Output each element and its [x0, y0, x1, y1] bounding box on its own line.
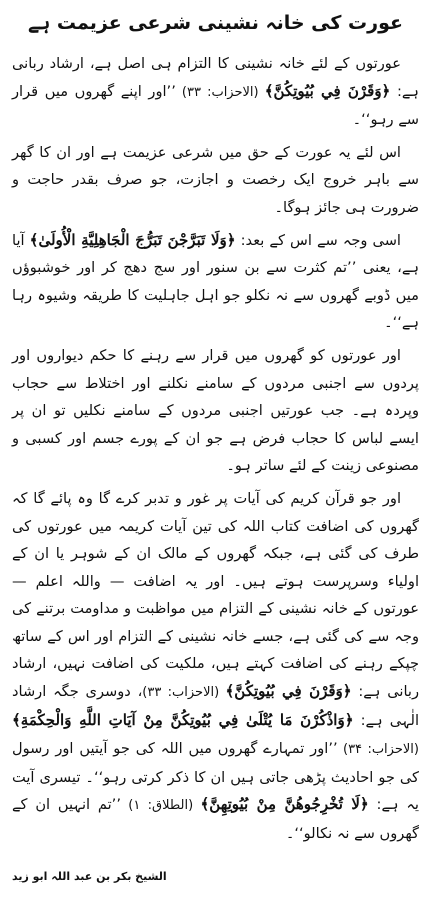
paragraph-5 — [12, 485, 419, 848]
quran-verse: ﴿وَقَرْنَ فِي بُيُوتِكُنَّ﴾ — [264, 81, 391, 100]
paragraph-text: عورتوں کے لئے خانہ نشینی کا التزام ہی اصل ہے، ارشاد ربانی ہے: — [12, 55, 419, 100]
verse-reference: (الطلاق: ۱) — [120, 798, 201, 814]
verse-reference: (الاحزاب: ۳۴) — [337, 742, 419, 758]
author-signature: الشیخ بکر بن عبد اللہ ابو زید — [12, 870, 167, 883]
quran-verse: ﴿لَا تُخْرِجُوهُنَّ مِنْ بُيُوتِهِنَّ﴾ — [200, 795, 369, 814]
page-title: عورت کی خانہ نشینی شرعی عزیمت ہے — [28, 12, 403, 34]
paragraph-text: آیا ہے، یعنی ’’تم کثرت سے بن سنور اور سج دھج کر اور خوشبوؤں میں ڈوبے گھروں سے نہ نکلو جو اہل جاہلیت کا طریقہ وشیوہ رہا ہے‘‘۔ — [12, 231, 419, 332]
paragraph-text: اور عورتوں کو گھروں میں قرار سے رہنے کا حکم دیواروں اور پردوں سے اجنبی مردوں کے سامنے نکلنے اور اختلاط سے حجاب وپردہ ہے۔ جب عورتیں اجنبی مردوں کے سامنے نکلیں تو ان پر ایسے لباس کا حجاب فرض ہے جو ان کے پورے جسم اور کسبی و مصنوعی زینت کے لئے ساتر ہو۔ — [12, 346, 419, 475]
paragraph-text: اسی وجہ سے اس کے بعد: — [235, 231, 401, 249]
paragraph-text: اور جو قرآن کریم کی آیات پر غور و تدبر کرے گا وہ پائے گا کہ گھروں کی اضافت کتاب اللہ کی تین آیات کریمہ میں عورتوں کی طرف کی گئی ہے، جبکہ گھروں کے مالک ان کے شوہر یا ان کے اولیاء وسرپرست ہوتے ہیں۔ اور یہ اضافت — واللہ اعلم — عورتوں کے خانہ نشینی کے التزام میں مواظبت و مداومت برتنے کی وجہ سے کی گئی ہے، جسے خانہ نشینی کے التزام اور اس کے ساتھ چپکے رہنے کی اضافت کہتے ہیں، ملکیت کی اضافت نہیں، ارشاد ربانی ہے: — [12, 489, 419, 701]
paragraph-2 — [12, 139, 419, 222]
paragraph-3 — [12, 227, 419, 337]
quran-verse: ﴿وَقَرْنَ فِي بُيُوتِكُنَّ﴾ — [225, 682, 352, 701]
paragraph-text: اس لئے یہ عورت کے حق میں شرعی عزیمت ہے اور ان کا گھر سے باہر خروج ایک رخصت و اجازت، جو صرف بقدر حاجت و ضرورت ہی جائز ہوگا۔ — [12, 143, 419, 216]
paragraph-text: ، دوسری جگہ ارشاد الٰہی ہے: — [12, 683, 419, 729]
article-body — [12, 50, 419, 848]
quran-verse: ﴿وَلَا تَبَرَّجْنَ تَبَرُّجَ الْجَاهِلِيَّةِ الْأُولَىٰ﴾ — [29, 230, 236, 249]
paragraph-1 — [12, 50, 419, 134]
verse-reference: (الاحزاب: ۳۳) — [175, 84, 265, 100]
paragraph-4 — [12, 342, 419, 480]
paragraph-text: ’’تم انہیں ان کے گھروں سے نہ نکالو‘‘۔ — [12, 796, 419, 843]
verse-reference: (الاحزاب: ۳۳) — [142, 685, 226, 701]
paragraph-text: ’’اور اپنے گھروں میں قرار سے رہو‘‘۔ — [12, 82, 419, 129]
quran-verse: ﴿وَاذْكُرْنَ مَا يُتْلَىٰ فِي بُيُوتِكُنَّ مِنْ آيَاتِ اللَّهِ وَالْحِكْمَةِ﴾ — [12, 710, 354, 729]
paragraph-text: ’’اور تمہارے گھروں میں اللہ کی جو آیتیں اور رسول کی جو احادیث پڑھی جاتی ہیں ان کا ذکر کرتی رہو‘‘۔ تیسری آیت یہ ہے: — [12, 740, 419, 814]
